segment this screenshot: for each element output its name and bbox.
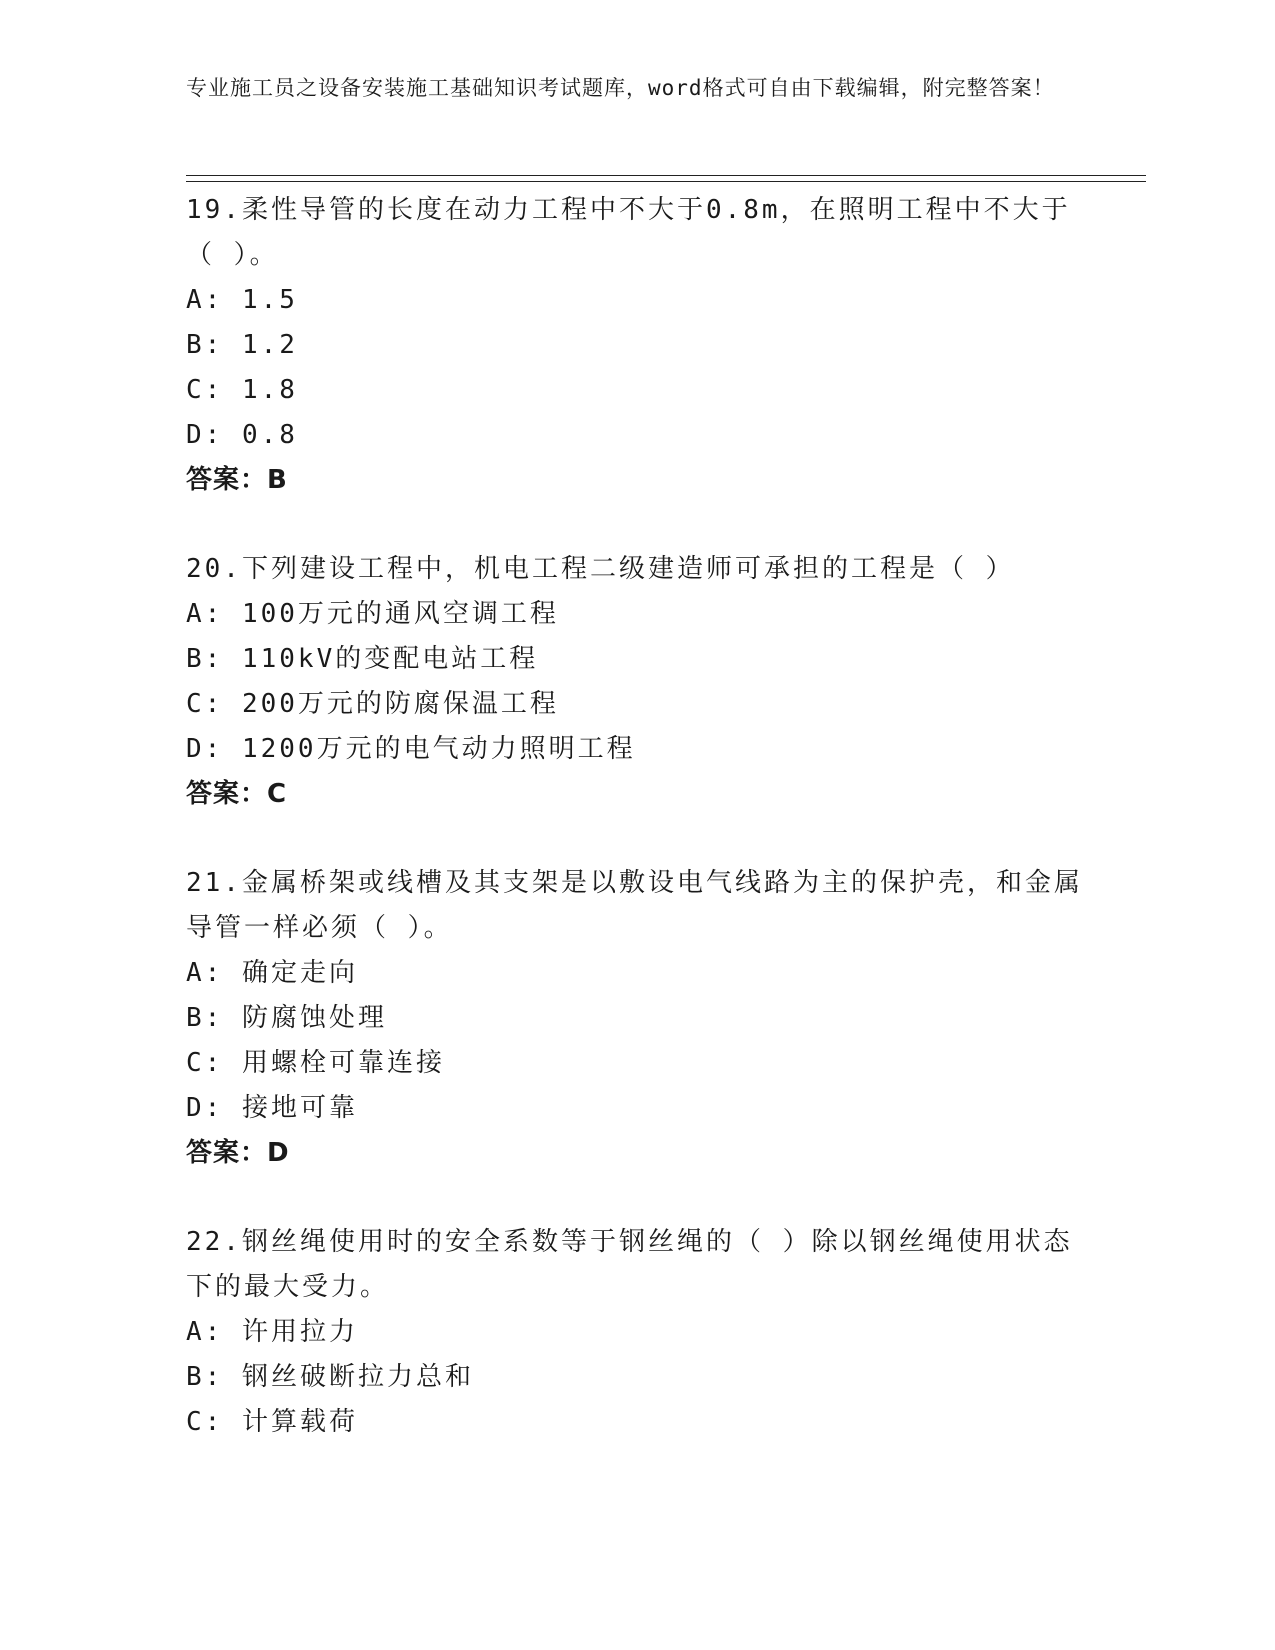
question-19 — [186, 188, 1086, 503]
option-c: C: 200万元的防腐保温工程 — [186, 689, 559, 719]
question-list — [186, 188, 1086, 1489]
question-22 — [186, 1220, 1086, 1445]
answer-label: 答案： — [186, 779, 268, 809]
option-c: C: 用螺栓可靠连接 — [186, 1048, 445, 1078]
answer-line — [186, 772, 1086, 817]
answer-value: D — [267, 1138, 290, 1168]
question-20 — [186, 547, 1086, 817]
answer-value: C — [267, 779, 288, 809]
answer-label: 答案： — [186, 465, 268, 495]
document-header: 专业施工员之设备安装施工基础知识考试题库，word格式可自由下载编辑，附完整答案！ — [186, 76, 1055, 100]
answer-value: B — [267, 465, 288, 495]
option-b: B: 防腐蚀处理 — [186, 1003, 387, 1033]
option-b: B: 钢丝破断拉力总和 — [186, 1362, 474, 1392]
answer-line — [186, 458, 1086, 503]
answer-label: 答案： — [186, 1138, 268, 1168]
option-d: D: 接地可靠 — [186, 1093, 358, 1123]
option-d: D: 0.8 — [186, 420, 298, 450]
answer-line — [186, 1131, 1086, 1176]
question-text: 22.钢丝绳使用时的安全系数等于钢丝绳的（ ）除以钢丝绳使用状态下的最大受力。 — [186, 1227, 1073, 1302]
option-c: C: 计算载荷 — [186, 1407, 358, 1437]
option-a: A: 许用拉力 — [186, 1317, 358, 1347]
question-text: 21.金属桥架或线槽及其支架是以敷设电气线路为主的保护壳，和金属导管一样必须（ ）。 — [186, 868, 1083, 943]
option-b: B: 110kV的变配电站工程 — [186, 644, 539, 674]
option-c: C: 1.8 — [186, 375, 298, 405]
option-d: D: 1200万元的电气动力照明工程 — [186, 734, 636, 764]
question-text: 20.下列建设工程中，机电工程二级建造师可承担的工程是（ ） — [186, 554, 1015, 584]
header-rule-top — [186, 175, 1146, 176]
question-21 — [186, 861, 1086, 1176]
option-a: A: 100万元的通风空调工程 — [186, 599, 559, 629]
option-b: B: 1.2 — [186, 330, 298, 360]
header-rule-bottom — [186, 181, 1146, 182]
question-text: 19.柔性导管的长度在动力工程中不大于0.8m，在照明工程中不大于（ ）。 — [186, 195, 1071, 270]
option-a: A: 1.5 — [186, 285, 298, 315]
option-a: A: 确定走向 — [186, 958, 358, 988]
